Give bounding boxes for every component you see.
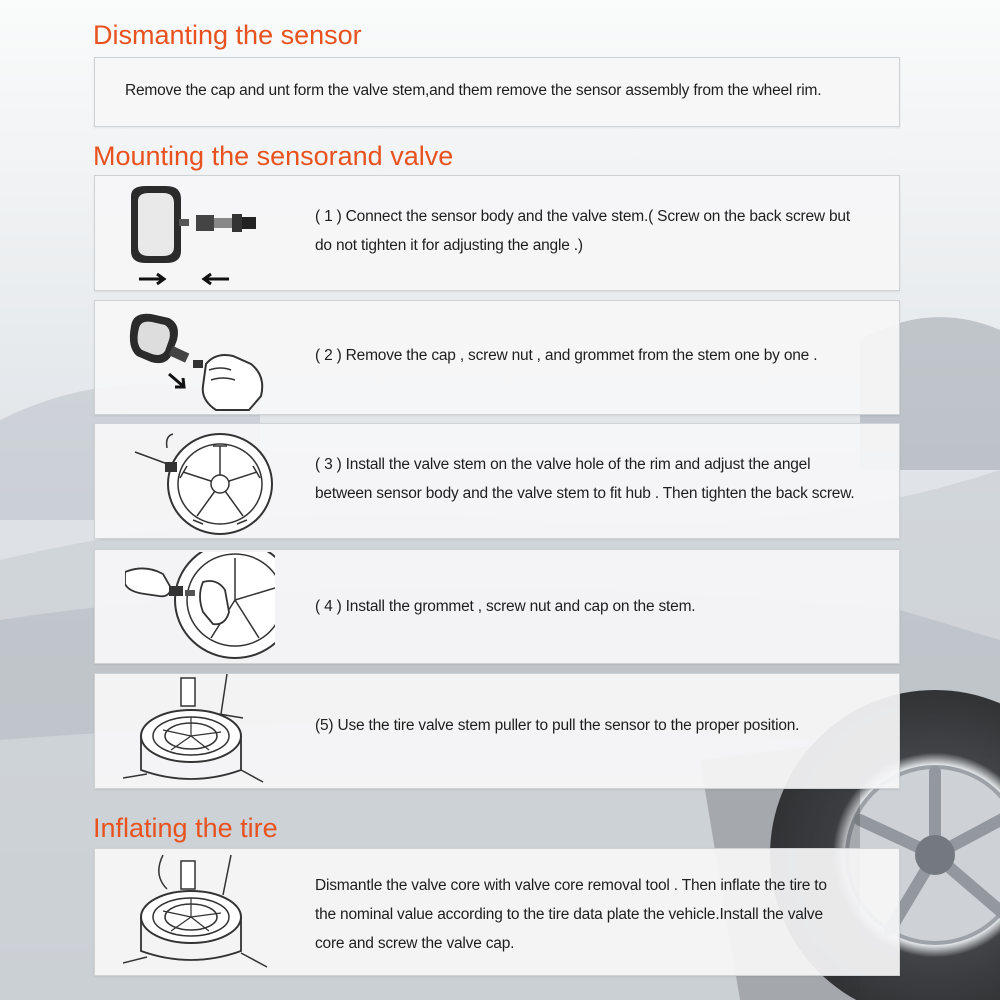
tire-changer-icon	[123, 674, 273, 788]
step-2-line-1: ( 2 ) Remove the cap , screw nut , and grommet from the stem one by one .	[315, 347, 818, 364]
mounting-step-1	[94, 175, 900, 291]
mounting-step-3	[94, 423, 900, 539]
dismantling-card	[94, 57, 900, 127]
inflating-card	[94, 848, 900, 976]
dismantling-title: Dismanting the sensor	[93, 20, 362, 50]
inflating-title: Inflating the tire	[93, 813, 278, 843]
inflating-line-3: core and screw the valve cap.	[315, 935, 515, 952]
sensor-valve-connect-icon	[121, 181, 271, 287]
inflating-line-2: the nominal value according to the tire data plate the vehicle.Install the valve	[315, 906, 823, 923]
step-3-line-2: between sensor body and the valve stem to fit hub . Then tighten the back screw.	[315, 485, 855, 502]
step-5-line-1: (5) Use the tire valve stem puller to pull the sensor to the proper position.	[315, 717, 800, 734]
step-4-line-1: ( 4 ) Install the grommet , screw nut and cap on the stem.	[315, 598, 696, 615]
step-1-line-1: ( 1 ) Connect the sensor body and the valve stem.( Screw on the back screw but	[315, 208, 850, 225]
tire-inflate-icon	[123, 855, 273, 971]
inflating-line-1: Dismantle the valve core with valve core removal tool . Then inflate the tire to	[315, 877, 827, 894]
hands-install-icon	[125, 552, 275, 662]
mounting-step-4	[94, 549, 900, 664]
step-3-line-1: ( 3 ) Install the valve stem on the valve hole of the rim and adjust the angel	[315, 456, 811, 473]
mounting-step-2	[94, 300, 900, 415]
mounting-title: Mounting the sensorand valve	[93, 141, 454, 171]
dismantling-text: Remove the cap and unt form the valve stem,and them remove the sensor assembly from the wheel rim.	[125, 82, 822, 99]
wheel-rim-icon	[125, 428, 275, 536]
mounting-step-5	[94, 673, 900, 789]
step-1-line-2: do not tighten it for adjusting the angle .)	[315, 237, 583, 254]
hand-remove-cap-icon	[121, 304, 271, 412]
